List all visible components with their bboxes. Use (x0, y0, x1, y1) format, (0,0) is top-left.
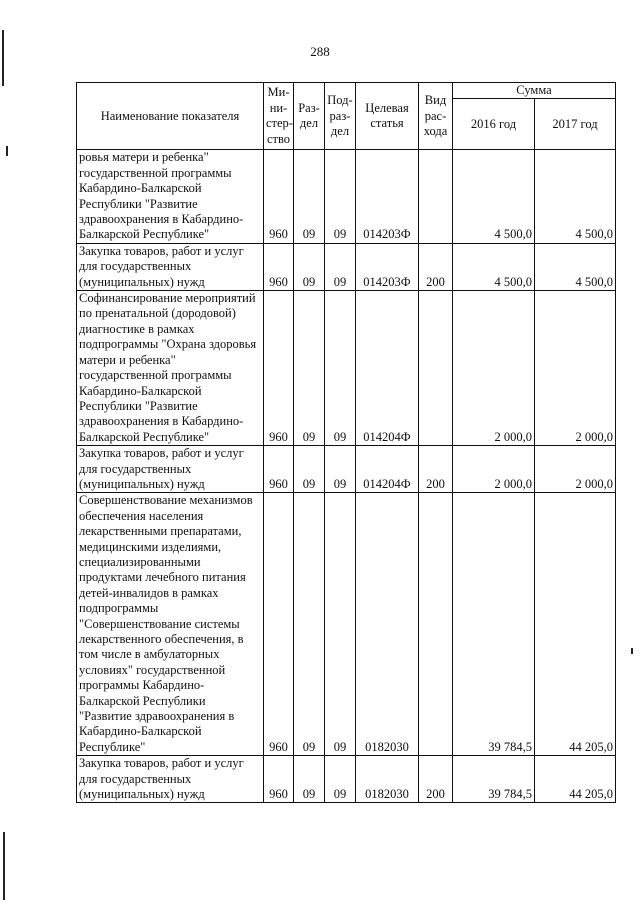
row-name: Совершенствование механизмов обеспечения населения лекарственными препаратами, медицинскими изделиями, специализированными продуктами лечебного питания детей-инвалидов в рамках подпрограммы "Совершенствование системы лекарственного обеспечения, в том числе в амбулаторных условиях" государственной программы Кабардино-Балкарской Республики "Развитие здравоохранения в Кабардино-Балкарской Республике" (77, 493, 264, 756)
row-section: 09 (294, 446, 325, 493)
header-target: Целевая статья (356, 83, 419, 150)
row-section: 09 (294, 493, 325, 756)
row-name: Закупка товаров, работ и услуг для государственных (муниципальных) нужд (77, 446, 264, 493)
row-ministry: 960 (264, 446, 294, 493)
row-name: ровья матери и ребенка" государственной программы Кабардино-Балкарской Республики "Развитие здравоохранения в Кабардино-Балкарской Республике" (77, 150, 264, 243)
header-subsection: Под-раз-дел (325, 83, 356, 150)
row-target: 014203Ф (356, 150, 419, 243)
row-expense-type (419, 150, 453, 243)
row-amount-2016: 39 784,5 (453, 756, 535, 803)
row-ministry: 960 (264, 493, 294, 756)
row-subsection: 09 (325, 493, 356, 756)
scan-edge-mark (631, 648, 633, 654)
row-expense-type: 200 (419, 446, 453, 493)
row-target: 014203Ф (356, 243, 419, 290)
header-section: Раз-дел (294, 83, 325, 150)
table-row (77, 291, 616, 446)
row-subsection: 09 (325, 243, 356, 290)
row-expense-type: 200 (419, 756, 453, 803)
header-sum: Сумма (453, 83, 616, 99)
table-row (77, 756, 616, 803)
row-expense-type: 200 (419, 243, 453, 290)
row-expense-type (419, 291, 453, 446)
row-subsection: 09 (325, 446, 356, 493)
row-section: 09 (294, 756, 325, 803)
row-target: 014204Ф (356, 291, 419, 446)
row-amount-2017: 2 000,0 (535, 291, 616, 446)
table-row (77, 493, 616, 756)
header-ministry: Ми-ни-стер-ство (264, 83, 294, 150)
row-name: Софинансирование мероприятий по пренатальной (дородовой) диагностике в рамках подпрограммы "Охрана здоровья матери и ребенка" государственной программы Кабардино-Балкарской Республики "Развитие здравоохранения в Кабардино-Балкарской Республике" (77, 291, 264, 446)
header-expense-type: Вид рас-хода (419, 83, 453, 150)
header-year-2017: 2017 год (535, 99, 616, 150)
row-expense-type (419, 493, 453, 756)
row-ministry: 960 (264, 291, 294, 446)
row-amount-2017: 4 500,0 (535, 243, 616, 290)
row-section: 09 (294, 150, 325, 243)
row-amount-2016: 4 500,0 (453, 150, 535, 243)
row-target: 0182030 (356, 493, 419, 756)
table-row (77, 243, 616, 290)
scan-edge-mark (6, 146, 8, 156)
row-ministry: 960 (264, 150, 294, 243)
header-year-2016: 2016 год (453, 99, 535, 150)
row-amount-2017: 2 000,0 (535, 446, 616, 493)
row-name: Закупка товаров, работ и услуг для государственных (муниципальных) нужд (77, 243, 264, 290)
header-name: Наименование показателя (77, 83, 264, 150)
scan-edge-mark (3, 832, 5, 900)
row-subsection: 09 (325, 291, 356, 446)
row-section: 09 (294, 243, 325, 290)
row-amount-2016: 2 000,0 (453, 291, 535, 446)
row-subsection: 09 (325, 756, 356, 803)
row-subsection: 09 (325, 150, 356, 243)
row-target: 014204Ф (356, 446, 419, 493)
row-amount-2016: 4 500,0 (453, 243, 535, 290)
table-row (77, 446, 616, 493)
row-amount-2017: 44 205,0 (535, 493, 616, 756)
row-amount-2017: 4 500,0 (535, 150, 616, 243)
row-ministry: 960 (264, 243, 294, 290)
table-row (77, 150, 616, 243)
row-target: 0182030 (356, 756, 419, 803)
scan-edge-mark (2, 30, 4, 86)
row-amount-2017: 44 205,0 (535, 756, 616, 803)
budget-table (76, 82, 616, 803)
row-amount-2016: 2 000,0 (453, 446, 535, 493)
row-name: Закупка товаров, работ и услуг для государственных (муниципальных) нужд (77, 756, 264, 803)
row-ministry: 960 (264, 756, 294, 803)
page-number: 288 (310, 44, 330, 59)
row-section: 09 (294, 291, 325, 446)
row-amount-2016: 39 784,5 (453, 493, 535, 756)
